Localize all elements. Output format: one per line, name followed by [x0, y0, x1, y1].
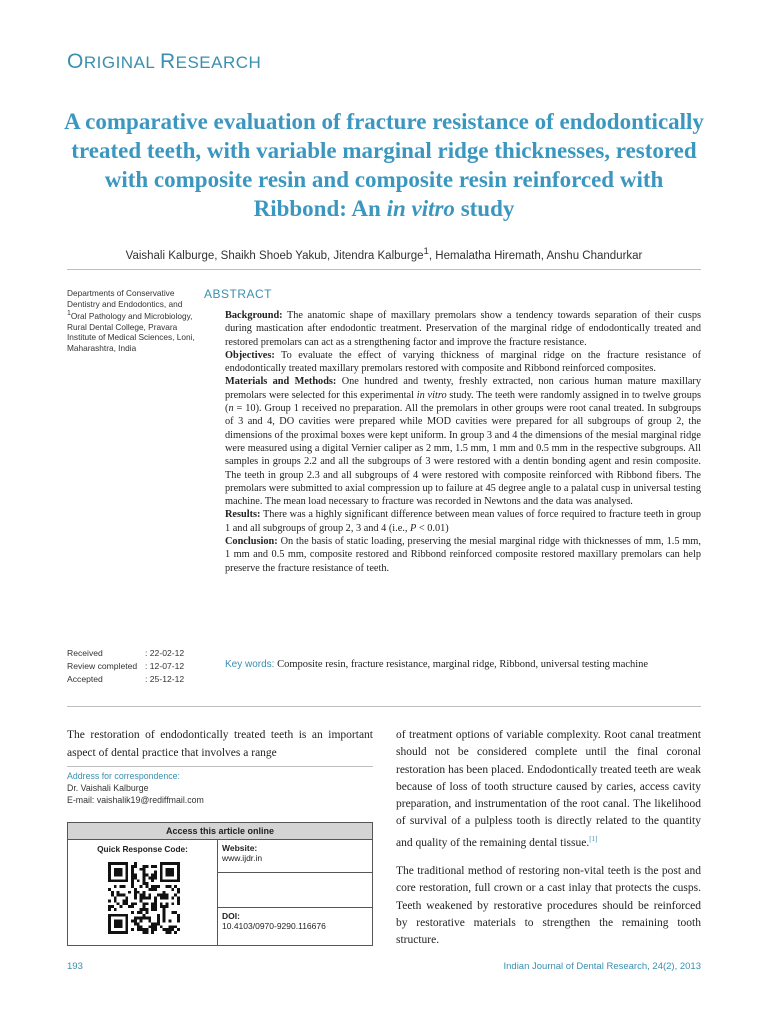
qr-code-icon[interactable]	[108, 862, 180, 934]
page-footer	[67, 961, 701, 972]
date-row	[67, 647, 207, 660]
objectives-text: To evaluate the effect of varying thickness of marginal ridge on the fracture resistance of endodontically treated maxillary premolars restored with composite and Ribbond reinforced composites.	[225, 349, 701, 375]
journal-citation: Indian Journal of Dental Research, 24(2), 2013	[503, 961, 701, 972]
divider	[67, 269, 701, 270]
affiliation-part2: Oral Pathology and Microbiology, Rural Dental College, Pravara Institute of Medical Sciences, Loni, Maharashtra, India	[67, 310, 195, 353]
date-row	[67, 660, 207, 673]
article-title	[60, 107, 708, 223]
correspondence-name: Dr. Vaishali Kalburge	[67, 782, 149, 793]
blank-cell	[218, 873, 372, 908]
website-cell	[218, 840, 372, 873]
title-italic: in vitro	[386, 196, 455, 221]
page-number: 193	[67, 961, 83, 972]
intro-paragraph	[396, 727, 701, 852]
keywords-text: Composite resin, fracture resistance, marginal ridge, Ribbond, universal testing machine	[274, 659, 649, 670]
background-label: Background:	[225, 310, 283, 321]
abstract-objectives	[225, 349, 701, 376]
conclusion-label: Conclusion:	[225, 536, 278, 548]
date-label: Accepted	[67, 673, 103, 684]
authors-part1: Vaishali Kalburge, Shaikh Shoeb Yakub, Jitendra Kalburge	[125, 249, 424, 262]
access-header: Access this article online	[68, 823, 372, 840]
divider	[67, 706, 701, 707]
title-suffix: study	[454, 196, 515, 221]
qr-label: Quick Response Code:	[97, 844, 188, 854]
author-list	[60, 246, 708, 262]
background-text: The anatomic shape of maxillary premolars show a tendency towards separation of their cusps during mastication after endodontic treatment. Preservation of the marginal ridge of endodontically treated and restored premolars can act as a strengthening factor and improve the fracture resistance.	[225, 310, 701, 348]
date-label: Review completed	[67, 660, 138, 671]
keywords	[225, 658, 701, 672]
authors-sup: 1	[423, 246, 429, 257]
affiliation-part1: Departments of Conservative Dentistry and Endodontics, and	[67, 288, 183, 309]
abstract-methods	[225, 375, 701, 508]
section-label-initial: O	[67, 50, 84, 73]
title-text: A comparative evaluation of fracture resistance of endodontically treated teeth, with variable marginal ridge thicknesses, restored with composite resin and composite resin reinforced with Ribbond: An	[64, 109, 704, 221]
affiliation	[67, 288, 199, 353]
abstract-results	[225, 508, 701, 535]
date-value: : 25-12-12	[145, 673, 185, 684]
intro-right	[396, 727, 701, 949]
website-label: Website:	[222, 843, 258, 853]
results-text-b: < 0.01)	[416, 522, 449, 534]
date-value: : 22-02-12	[145, 648, 185, 658]
doi-cell	[218, 908, 372, 946]
citation-ref[interactable]: [1]	[589, 834, 598, 843]
divider	[67, 766, 373, 767]
correspondence-label: Address for correspondence:	[67, 771, 180, 781]
objectives-label: Objectives:	[225, 349, 275, 361]
methods-text-b: study. The teeth were randomly assigned in to twelve groups (	[225, 389, 702, 415]
date-label: Received	[67, 648, 103, 658]
doi-link[interactable]: 10.4103/0970-9290.116676	[222, 921, 326, 931]
methods-italic: in vitro	[416, 389, 447, 401]
abstract-background	[225, 309, 701, 349]
intro-paragraph-text: of treatment options of variable complexity. Root canal treatment should not be considered complete until the final coronal restoration has been placed. Endodontically treated teeth are weak because of loss of tooth structure caused by caries, access cavity preparation, and instrumentation of the root canal. The likelihood of survival of a pulpless tooth is directly related to the quantity and quality of the remaining dental tissue.	[396, 729, 701, 849]
doi-label: DOI:	[222, 911, 240, 921]
conclusion-text: On the basis of static loading, preserving the mesial marginal ridge with thicknesses of mm, 1.5 mm, 1 mm and 0.5 mm, composite restored and Ribbond reinforced composite restored maxillary premolars can help preserve the fracture resistance of teeth.	[225, 536, 701, 574]
abstract-body	[225, 309, 701, 575]
methods-n: n	[228, 403, 234, 415]
results-label: Results:	[225, 509, 261, 521]
methods-label: Materials and Methods:	[225, 376, 337, 388]
authors-part2: , Hemalatha Hiremath, Anshu Chandurkar	[428, 249, 643, 262]
abstract-conclusion	[225, 535, 701, 575]
article-dates	[67, 647, 207, 685]
correspondence	[67, 771, 373, 806]
date-row	[67, 673, 207, 686]
access-online-box	[67, 822, 373, 946]
section-label-initial2: R	[159, 50, 176, 73]
abstract-heading: ABSTRACT	[204, 287, 273, 301]
section-label-part1: RIGINAL	[83, 53, 160, 72]
date-value: : 12-07-12	[145, 660, 185, 671]
affiliation-sup: 1	[67, 310, 71, 318]
keywords-label: Key words:	[225, 659, 275, 670]
correspondence-email: E-mail: vaishalik19@rediffmail.com	[67, 794, 204, 805]
methods-text-a: One hundred and twenty, freshly extracted, non carious human mature maxillary premolars were selected for this experimental	[225, 376, 702, 401]
intro-paragraph: The traditional method of restoring non-vital teeth is the post and core restoration, full crown or a cast inlay that protects the cusps. Teeth weakened by restorative procedures should be reinforced by restorative materials to strengthen the remaining tooth structure.	[396, 864, 701, 947]
section-label	[67, 50, 261, 74]
intro-left: The restoration of endodontically treated teeth is an important aspect of dental practice that involves a range	[67, 729, 373, 759]
methods-text-c: = 10). Group 1 received no preparation. All the premolars in other groups were root canal treated. In subgroups of 3 and 4, DO cavities were prepared while MOD cavities were prepared for all subgroups of group 2, the dimensions of the proximal boxes were kept uniform. In group 3 and 4 the dimensions of the mesial marginal ridge were measured using a digital Vernier caliper as 2 mm, 1.5 mm, 1 mm and 0.5 mm in the respective subgroups. All samples in groups 2.2 and all the subgroups of 3 were restored with a dentin bonding agent and resin composite. The teeth in group 2.3 and all subgroups of 4 were restored with composite reinforced with Ribbond fibers. The premolars were submitted to axial compression up to failure at 45 degree angle to a palatal cusp in universal testing machine. The mean load necessary to fracture was recorded in Newtons and the data was analysed.	[225, 403, 701, 508]
results-text-a: There was a highly significant difference between mean values of force required to fracture teeth in group 1 and all subgroups of group 2, 3 and 4 (i.e.,	[225, 509, 701, 534]
section-label-part2: ESEARCH	[175, 53, 262, 72]
qr-column	[68, 840, 218, 946]
results-p: P	[410, 522, 417, 534]
website-link[interactable]: www.ijdr.in	[222, 853, 263, 863]
